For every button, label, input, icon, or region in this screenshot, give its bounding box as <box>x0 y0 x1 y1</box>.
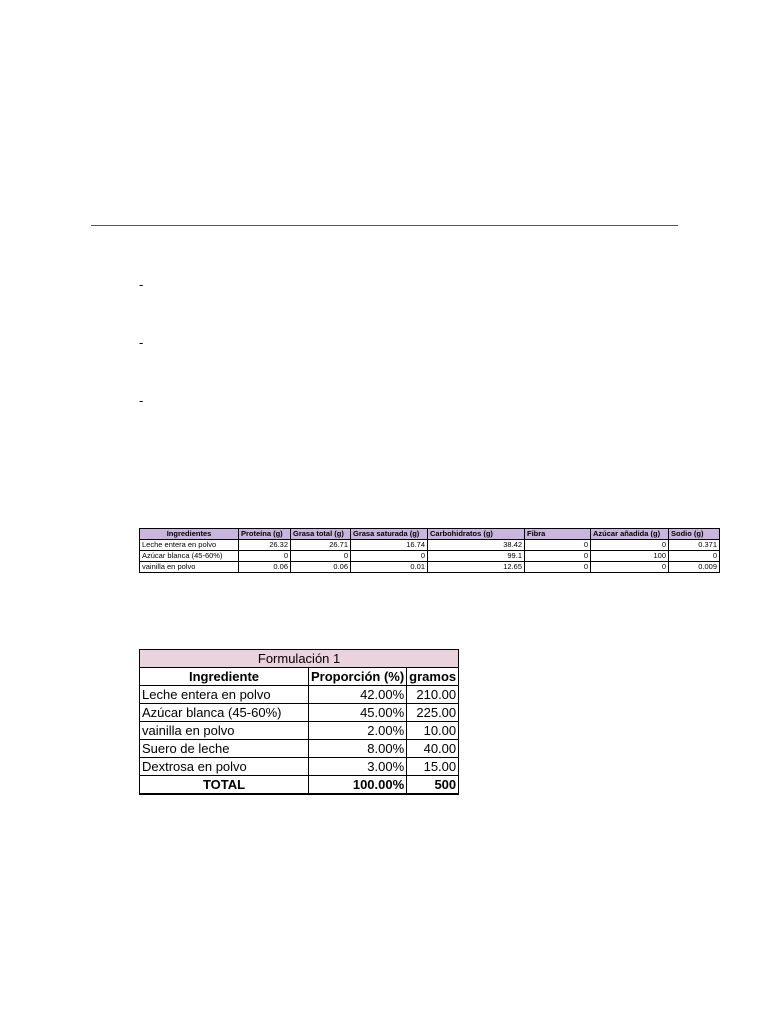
table-cell: 15.00 <box>407 758 459 776</box>
table-cell: 38.42 <box>428 540 525 551</box>
table-cell: 3.00% <box>309 758 407 776</box>
formulation-total-row <box>140 776 459 795</box>
nutrition-header-cell: Azúcar añadida (g) <box>591 529 669 540</box>
table-cell: Leche entera en polvo <box>140 540 239 551</box>
table-cell: 0.01 <box>351 562 428 573</box>
table-cell: Leche entera en polvo <box>140 686 309 704</box>
table-row <box>140 704 459 722</box>
total-label: TOTAL <box>140 776 309 795</box>
table-row <box>140 562 720 573</box>
formulation-header-cell: gramos <box>407 668 459 686</box>
table-cell: 8.00% <box>309 740 407 758</box>
formulation-header-cell: Proporción (%) <box>309 668 407 686</box>
table-cell: 0 <box>239 551 291 562</box>
formulation-title-row <box>140 650 459 668</box>
bullet-dash-1: - <box>139 277 144 292</box>
table-cell: 0.371 <box>669 540 720 551</box>
table-cell: 100 <box>591 551 669 562</box>
table-row <box>140 540 720 551</box>
horizontal-rule <box>91 225 678 226</box>
formulation-title: Formulación 1 <box>140 650 459 668</box>
table-cell: 2.00% <box>309 722 407 740</box>
nutrition-header-row <box>140 529 720 540</box>
total-proportion: 100.00% <box>309 776 407 795</box>
table-cell: 0.06 <box>291 562 351 573</box>
table-cell: 10.00 <box>407 722 459 740</box>
nutrition-header-cell: Grasa saturada (g) <box>351 529 428 540</box>
bullet-dash-2: - <box>139 335 144 350</box>
formulation-header-row <box>140 668 459 686</box>
formulation-table <box>139 649 459 795</box>
bullet-dash-3: - <box>139 393 144 408</box>
table-cell: 210.00 <box>407 686 459 704</box>
nutrition-header-cell: Carbohidratos (g) <box>428 529 525 540</box>
table-cell: Dextrosa en polvo <box>140 758 309 776</box>
table-cell: 40.00 <box>407 740 459 758</box>
table-cell: 45.00% <box>309 704 407 722</box>
table-cell: 0 <box>291 551 351 562</box>
table-row <box>140 758 459 776</box>
table-cell: 0 <box>669 551 720 562</box>
nutrition-header-cell: Fibra <box>525 529 591 540</box>
table-cell: vainilla en polvo <box>140 722 309 740</box>
table-cell: 0 <box>525 562 591 573</box>
table-row <box>140 686 459 704</box>
nutrition-header-cell: Ingredientes <box>140 529 239 540</box>
table-cell: 26.71 <box>291 540 351 551</box>
table-row <box>140 551 720 562</box>
table-cell: 26.32 <box>239 540 291 551</box>
table-cell: Azúcar blanca (45-60%) <box>140 551 239 562</box>
formulation-header-cell: Ingrediente <box>140 668 309 686</box>
nutrition-table <box>139 528 720 573</box>
table-row <box>140 722 459 740</box>
table-cell: 99.1 <box>428 551 525 562</box>
table-cell: 0 <box>525 551 591 562</box>
nutrition-header-cell: Grasa total (g) <box>291 529 351 540</box>
table-cell: 16.74 <box>351 540 428 551</box>
table-cell: Suero de leche <box>140 740 309 758</box>
total-grams: 500 <box>407 776 459 795</box>
nutrition-header-cell: Sodio (g) <box>669 529 720 540</box>
table-cell: 0.06 <box>239 562 291 573</box>
table-cell: 0 <box>591 562 669 573</box>
table-row <box>140 740 459 758</box>
table-cell: 0 <box>351 551 428 562</box>
nutrition-header-cell: Proteína (g) <box>239 529 291 540</box>
table-cell: vainilla en polvo <box>140 562 239 573</box>
table-cell: 0 <box>525 540 591 551</box>
table-cell: 12.65 <box>428 562 525 573</box>
table-cell: 0.009 <box>669 562 720 573</box>
table-cell: 42.00% <box>309 686 407 704</box>
table-cell: 0 <box>591 540 669 551</box>
table-cell: Azúcar blanca (45-60%) <box>140 704 309 722</box>
table-cell: 225.00 <box>407 704 459 722</box>
